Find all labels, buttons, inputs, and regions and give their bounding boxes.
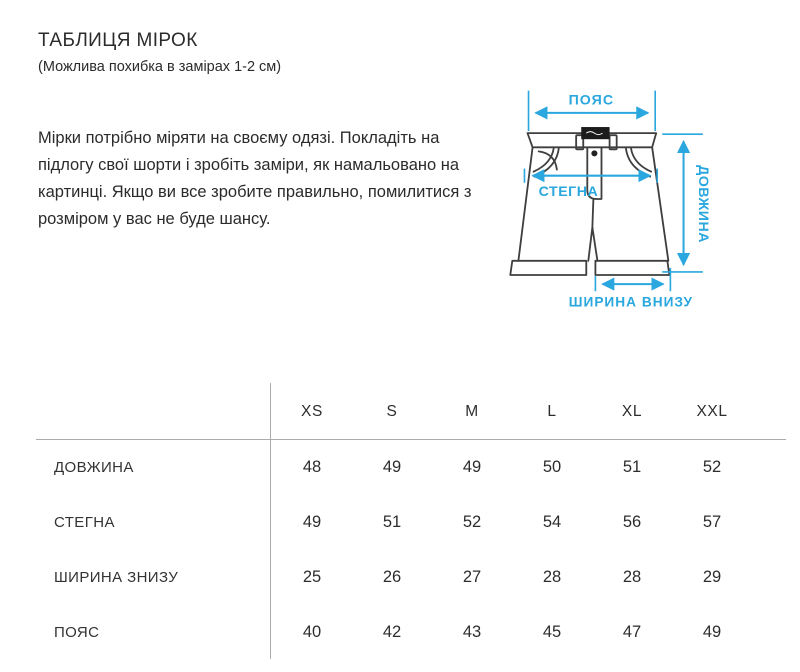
column-header-xxl: XXL bbox=[696, 403, 728, 420]
cell-value: 48 bbox=[302, 457, 322, 476]
cell-value: 27 bbox=[462, 567, 482, 586]
row-label: ШИРИНА ЗНИЗУ bbox=[54, 568, 179, 586]
cell-value: 45 bbox=[542, 622, 562, 641]
cell-value: 57 bbox=[702, 512, 722, 531]
cell-value: 49 bbox=[702, 622, 722, 641]
cell-value: 29 bbox=[702, 567, 722, 586]
cell-value: 51 bbox=[382, 512, 402, 531]
cell-value: 50 bbox=[542, 457, 562, 476]
length-label: ДОВЖИНА bbox=[694, 165, 711, 243]
header bbox=[38, 30, 281, 75]
table-row-bottom-width bbox=[36, 550, 786, 604]
row-values bbox=[272, 513, 752, 532]
cell-value: 49 bbox=[302, 512, 322, 531]
shorts-diagram bbox=[488, 82, 794, 318]
row-label: ДОВЖИНА bbox=[54, 458, 134, 476]
cell-value: 47 bbox=[622, 622, 642, 641]
table-row-hips bbox=[36, 495, 786, 549]
table-row-length bbox=[36, 440, 786, 494]
page-title: ТАБЛИЦЯ МІРОК bbox=[38, 30, 198, 51]
waist-label: ПОЯС bbox=[568, 92, 615, 109]
cell-value: 52 bbox=[462, 512, 482, 531]
cell-value: 26 bbox=[382, 567, 402, 586]
row-values bbox=[272, 623, 752, 642]
cell-value: 28 bbox=[622, 567, 642, 586]
cell-value: 25 bbox=[302, 567, 322, 586]
column-header-s: S bbox=[386, 403, 398, 420]
table-row-waist bbox=[36, 605, 786, 659]
brand-tag bbox=[581, 127, 609, 139]
cell-value: 56 bbox=[622, 512, 642, 531]
bottom-width-measure bbox=[595, 268, 670, 291]
row-values bbox=[272, 458, 752, 477]
cell-value: 40 bbox=[302, 622, 322, 641]
cell-value: 54 bbox=[542, 512, 562, 531]
cell-value: 52 bbox=[702, 457, 722, 476]
column-header-l: L bbox=[547, 403, 557, 420]
column-header-xl: XL bbox=[621, 403, 643, 420]
intro-text: Мірки потрібно міряти на своєму одязі. Покладіть на підлогу свої шорти і зробіть заміри, як намальовано на картинці. Якщо ви все зробите правильно, помилитися з розміром у вас не буде шансу. bbox=[38, 128, 472, 228]
row-values bbox=[272, 568, 752, 587]
cell-value: 49 bbox=[382, 457, 402, 476]
cell-value: 42 bbox=[382, 622, 402, 641]
row-label: ПОЯС bbox=[54, 623, 100, 641]
cell-value: 49 bbox=[462, 457, 482, 476]
waist-button bbox=[591, 150, 597, 156]
cell-value: 51 bbox=[622, 457, 642, 476]
bottom-width-label: ШИРИНА ВНИЗУ bbox=[568, 294, 693, 310]
table-header-row bbox=[272, 385, 752, 439]
column-header-xs: XS bbox=[301, 403, 323, 420]
shorts-outline bbox=[510, 133, 669, 275]
cell-value: 43 bbox=[462, 622, 482, 641]
cell-value: 28 bbox=[542, 567, 562, 586]
row-label: СТЕГНА bbox=[54, 513, 115, 531]
column-header-m: M bbox=[465, 403, 479, 420]
hips-label: СТЕГНА bbox=[538, 183, 599, 200]
page-subtitle: (Можлива похибка в замірах 1-2 см) bbox=[38, 59, 282, 75]
